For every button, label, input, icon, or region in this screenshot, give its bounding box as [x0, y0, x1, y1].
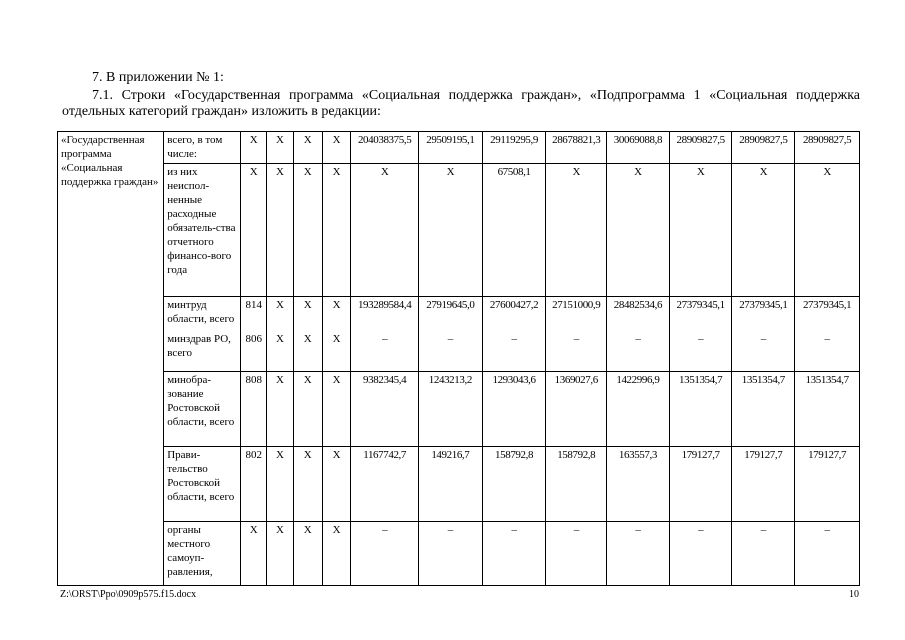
- program-table: [57, 131, 860, 586]
- sub-amount-value: –: [760, 333, 766, 345]
- amount-cell: [732, 372, 795, 447]
- code-value: Х: [332, 449, 341, 461]
- table-row: [58, 522, 860, 586]
- amount-cell: [669, 447, 732, 522]
- amount-cell: [795, 522, 860, 586]
- code-cell: [322, 132, 350, 164]
- code-value: Х: [275, 134, 284, 146]
- amount-cell: [732, 447, 795, 522]
- code-value: 808: [245, 374, 262, 386]
- sub-code-value: Х: [275, 333, 284, 345]
- row-label: минтруд области, всего: [167, 299, 235, 325]
- subitem-paragraph: 7.1. Строки «Государственная программа «Социальная поддержка граждан», «Подпрограмма 1 «Социальная поддержка отдельных категорий граждан» изложить в редакции:: [62, 88, 860, 119]
- amount-value: 204038375,5: [357, 134, 412, 146]
- sub-code-value: 806: [245, 333, 262, 345]
- row-label: органы местного самоуп-равления,: [167, 524, 213, 578]
- sub-amount-value: –: [824, 333, 830, 345]
- amount-value: 27379345,1: [739, 299, 788, 311]
- row-label-cell: [164, 447, 241, 522]
- code-cell: [267, 447, 293, 522]
- table-row: [58, 372, 860, 447]
- amount-value: Х: [380, 166, 389, 178]
- amount-value: Х: [696, 166, 705, 178]
- amount-value: 28482534,6: [613, 299, 663, 311]
- code-cell: [322, 447, 350, 522]
- code-cell: [322, 522, 350, 586]
- amount-value: –: [635, 524, 641, 536]
- amount-value: 28909827,5: [739, 134, 788, 146]
- amount-value: 163557,3: [618, 449, 657, 461]
- amount-cell: [795, 372, 860, 447]
- amount-cell: [351, 297, 419, 372]
- code-value: Х: [275, 374, 284, 386]
- footer-file-path: Z:\ORST\Ppo\0909p575.f15.docx: [60, 589, 197, 600]
- code-cell: [322, 297, 350, 372]
- amount-cell: [795, 447, 860, 522]
- row-label-cell: [164, 132, 241, 164]
- amount-cell: [546, 132, 607, 164]
- code-value: Х: [332, 299, 341, 311]
- sub-code-value: Х: [303, 333, 312, 345]
- amount-cell: [732, 297, 795, 372]
- amount-value: 1351354,7: [741, 374, 785, 386]
- amount-value: Х: [446, 166, 455, 178]
- code-value: Х: [332, 524, 341, 536]
- amount-value: 193289584,4: [357, 299, 412, 311]
- amount-value: 28909827,5: [676, 134, 725, 146]
- code-value: Х: [275, 299, 284, 311]
- table-row: [58, 447, 860, 522]
- code-cell: [293, 297, 322, 372]
- amount-cell: [669, 164, 732, 297]
- code-value: Х: [249, 166, 258, 178]
- amount-cell: [419, 164, 483, 297]
- code-cell: [293, 522, 322, 586]
- amount-cell: [419, 132, 483, 164]
- row-label: минобра-зование Ростовской области, всего: [167, 374, 235, 428]
- amount-cell: [482, 522, 546, 586]
- code-value: Х: [275, 166, 284, 178]
- row-label-cell: [164, 164, 241, 297]
- amount-cell: [419, 372, 483, 447]
- amount-value: 1369027,6: [554, 374, 598, 386]
- amount-cell: [669, 132, 732, 164]
- code-cell: [241, 372, 267, 447]
- amount-cell: [546, 372, 607, 447]
- code-cell: [241, 132, 267, 164]
- amount-cell: [546, 297, 607, 372]
- code-cell: [293, 447, 322, 522]
- amount-cell: [732, 132, 795, 164]
- amount-value: –: [698, 524, 704, 536]
- code-value: Х: [303, 449, 312, 461]
- sub-code-value: Х: [332, 333, 341, 345]
- amount-cell: [669, 372, 732, 447]
- program-name-cell: «Государственная программа «Социальная поддержка граждан»: [58, 132, 164, 586]
- code-value: Х: [303, 524, 312, 536]
- amount-value: 9382345,4: [363, 374, 407, 386]
- amount-cell: [795, 297, 860, 372]
- amount-value: –: [447, 524, 453, 536]
- amount-value: 67508,1: [497, 166, 531, 178]
- amount-value: 158792,8: [495, 449, 534, 461]
- amount-cell: [607, 372, 670, 447]
- amount-cell: [546, 522, 607, 586]
- amount-cell: [607, 297, 670, 372]
- amount-cell: [669, 297, 732, 372]
- amount-cell: [419, 447, 483, 522]
- code-cell: [293, 164, 322, 297]
- amount-value: 27919645,0: [426, 299, 475, 311]
- amount-cell: [607, 132, 670, 164]
- amount-cell: [795, 132, 860, 164]
- sub-amount-value: –: [573, 333, 579, 345]
- amount-value: –: [760, 524, 766, 536]
- amount-cell: [732, 164, 795, 297]
- code-value: Х: [275, 449, 284, 461]
- code-cell: [267, 372, 293, 447]
- amount-value: 29119295,9: [490, 134, 538, 146]
- item-heading: 7. В приложении № 1:: [92, 70, 224, 85]
- code-value: Х: [249, 524, 258, 536]
- amount-value: 1293043,6: [492, 374, 536, 386]
- amount-value: –: [382, 524, 388, 536]
- code-value: Х: [303, 134, 312, 146]
- amount-value: 179127,7: [744, 449, 783, 461]
- code-cell: [322, 372, 350, 447]
- amount-cell: [669, 522, 732, 586]
- code-value: Х: [303, 166, 312, 178]
- code-cell: [241, 297, 267, 372]
- amount-value: 1351354,7: [805, 374, 849, 386]
- amount-value: 1243213,2: [428, 374, 472, 386]
- amount-value: 1422996,9: [616, 374, 660, 386]
- amount-cell: [546, 447, 607, 522]
- amount-cell: [795, 164, 860, 297]
- code-value: Х: [332, 134, 341, 146]
- amount-value: 149216,7: [431, 449, 470, 461]
- amount-cell: [351, 447, 419, 522]
- code-value: Х: [303, 374, 312, 386]
- row-label-cell: [164, 372, 241, 447]
- amount-value: Х: [634, 166, 642, 178]
- footer-page-number: 10: [849, 589, 859, 600]
- amount-cell: [607, 522, 670, 586]
- table-row: [58, 164, 860, 297]
- code-cell: [241, 164, 267, 297]
- amount-cell: [419, 297, 483, 372]
- amount-cell: [482, 164, 546, 297]
- amount-value: Х: [759, 166, 768, 178]
- row-label: Прави-тельство Ростовской области, всего: [167, 449, 235, 503]
- amount-cell: [351, 372, 419, 447]
- row-label-cell: [164, 522, 241, 586]
- code-cell: [267, 132, 293, 164]
- sub-amount-value: –: [447, 333, 453, 345]
- amount-cell: [351, 164, 419, 297]
- amount-value: 27600427,2: [489, 299, 539, 311]
- amount-value: 1351354,7: [679, 374, 723, 386]
- amount-cell: [607, 447, 670, 522]
- code-value: Х: [249, 134, 258, 146]
- amount-value: 30069088,8: [613, 134, 663, 146]
- amount-cell: [351, 522, 419, 586]
- amount-value: 179127,7: [808, 449, 847, 461]
- row-sub-label: минздрав РО, всего: [167, 333, 231, 359]
- code-cell: [267, 164, 293, 297]
- sub-amount-value: –: [511, 333, 517, 345]
- sub-amount-value: –: [382, 333, 388, 345]
- table-row: [58, 297, 860, 372]
- amount-cell: [732, 522, 795, 586]
- amount-value: 28678821,3: [552, 134, 601, 146]
- amount-value: –: [573, 524, 579, 536]
- code-cell: [322, 164, 350, 297]
- code-value: 802: [245, 449, 262, 461]
- amount-value: 29509195,1: [426, 134, 475, 146]
- amount-value: –: [511, 524, 517, 536]
- amount-value: 158792,8: [557, 449, 596, 461]
- sub-amount-value: –: [698, 333, 704, 345]
- code-cell: [267, 522, 293, 586]
- amount-value: 27151000,9: [552, 299, 601, 311]
- code-value: Х: [303, 299, 312, 311]
- code-value: Х: [332, 166, 341, 178]
- row-label: всего, в том числе:: [167, 134, 223, 160]
- amount-cell: [482, 132, 546, 164]
- amount-cell: [419, 522, 483, 586]
- amount-value: 179127,7: [681, 449, 720, 461]
- amount-value: 28909827,5: [802, 134, 852, 146]
- code-cell: [267, 297, 293, 372]
- amount-cell: [546, 164, 607, 297]
- amount-value: Х: [572, 166, 581, 178]
- amount-cell: [607, 164, 670, 297]
- code-cell: [293, 372, 322, 447]
- code-value: Х: [275, 524, 284, 536]
- table-row: [58, 132, 860, 164]
- row-label-cell: [164, 297, 241, 372]
- code-value: 814: [245, 299, 262, 311]
- amount-value: –: [824, 524, 830, 536]
- amount-cell: [482, 297, 546, 372]
- amount-cell: [482, 372, 546, 447]
- code-cell: [293, 132, 322, 164]
- amount-cell: [351, 132, 419, 164]
- code-cell: [241, 447, 267, 522]
- amount-cell: [482, 447, 546, 522]
- code-cell: [241, 522, 267, 586]
- sub-amount-value: –: [635, 333, 641, 345]
- amount-value: Х: [823, 166, 831, 178]
- amount-value: 27379345,1: [676, 299, 725, 311]
- amount-value: 27379345,1: [802, 299, 852, 311]
- amount-value: 1167742,7: [363, 449, 406, 461]
- row-label: из них неиспол-ненные расходные обязатель-ства отчетного финансо-вого года: [167, 166, 236, 276]
- code-value: Х: [332, 374, 341, 386]
